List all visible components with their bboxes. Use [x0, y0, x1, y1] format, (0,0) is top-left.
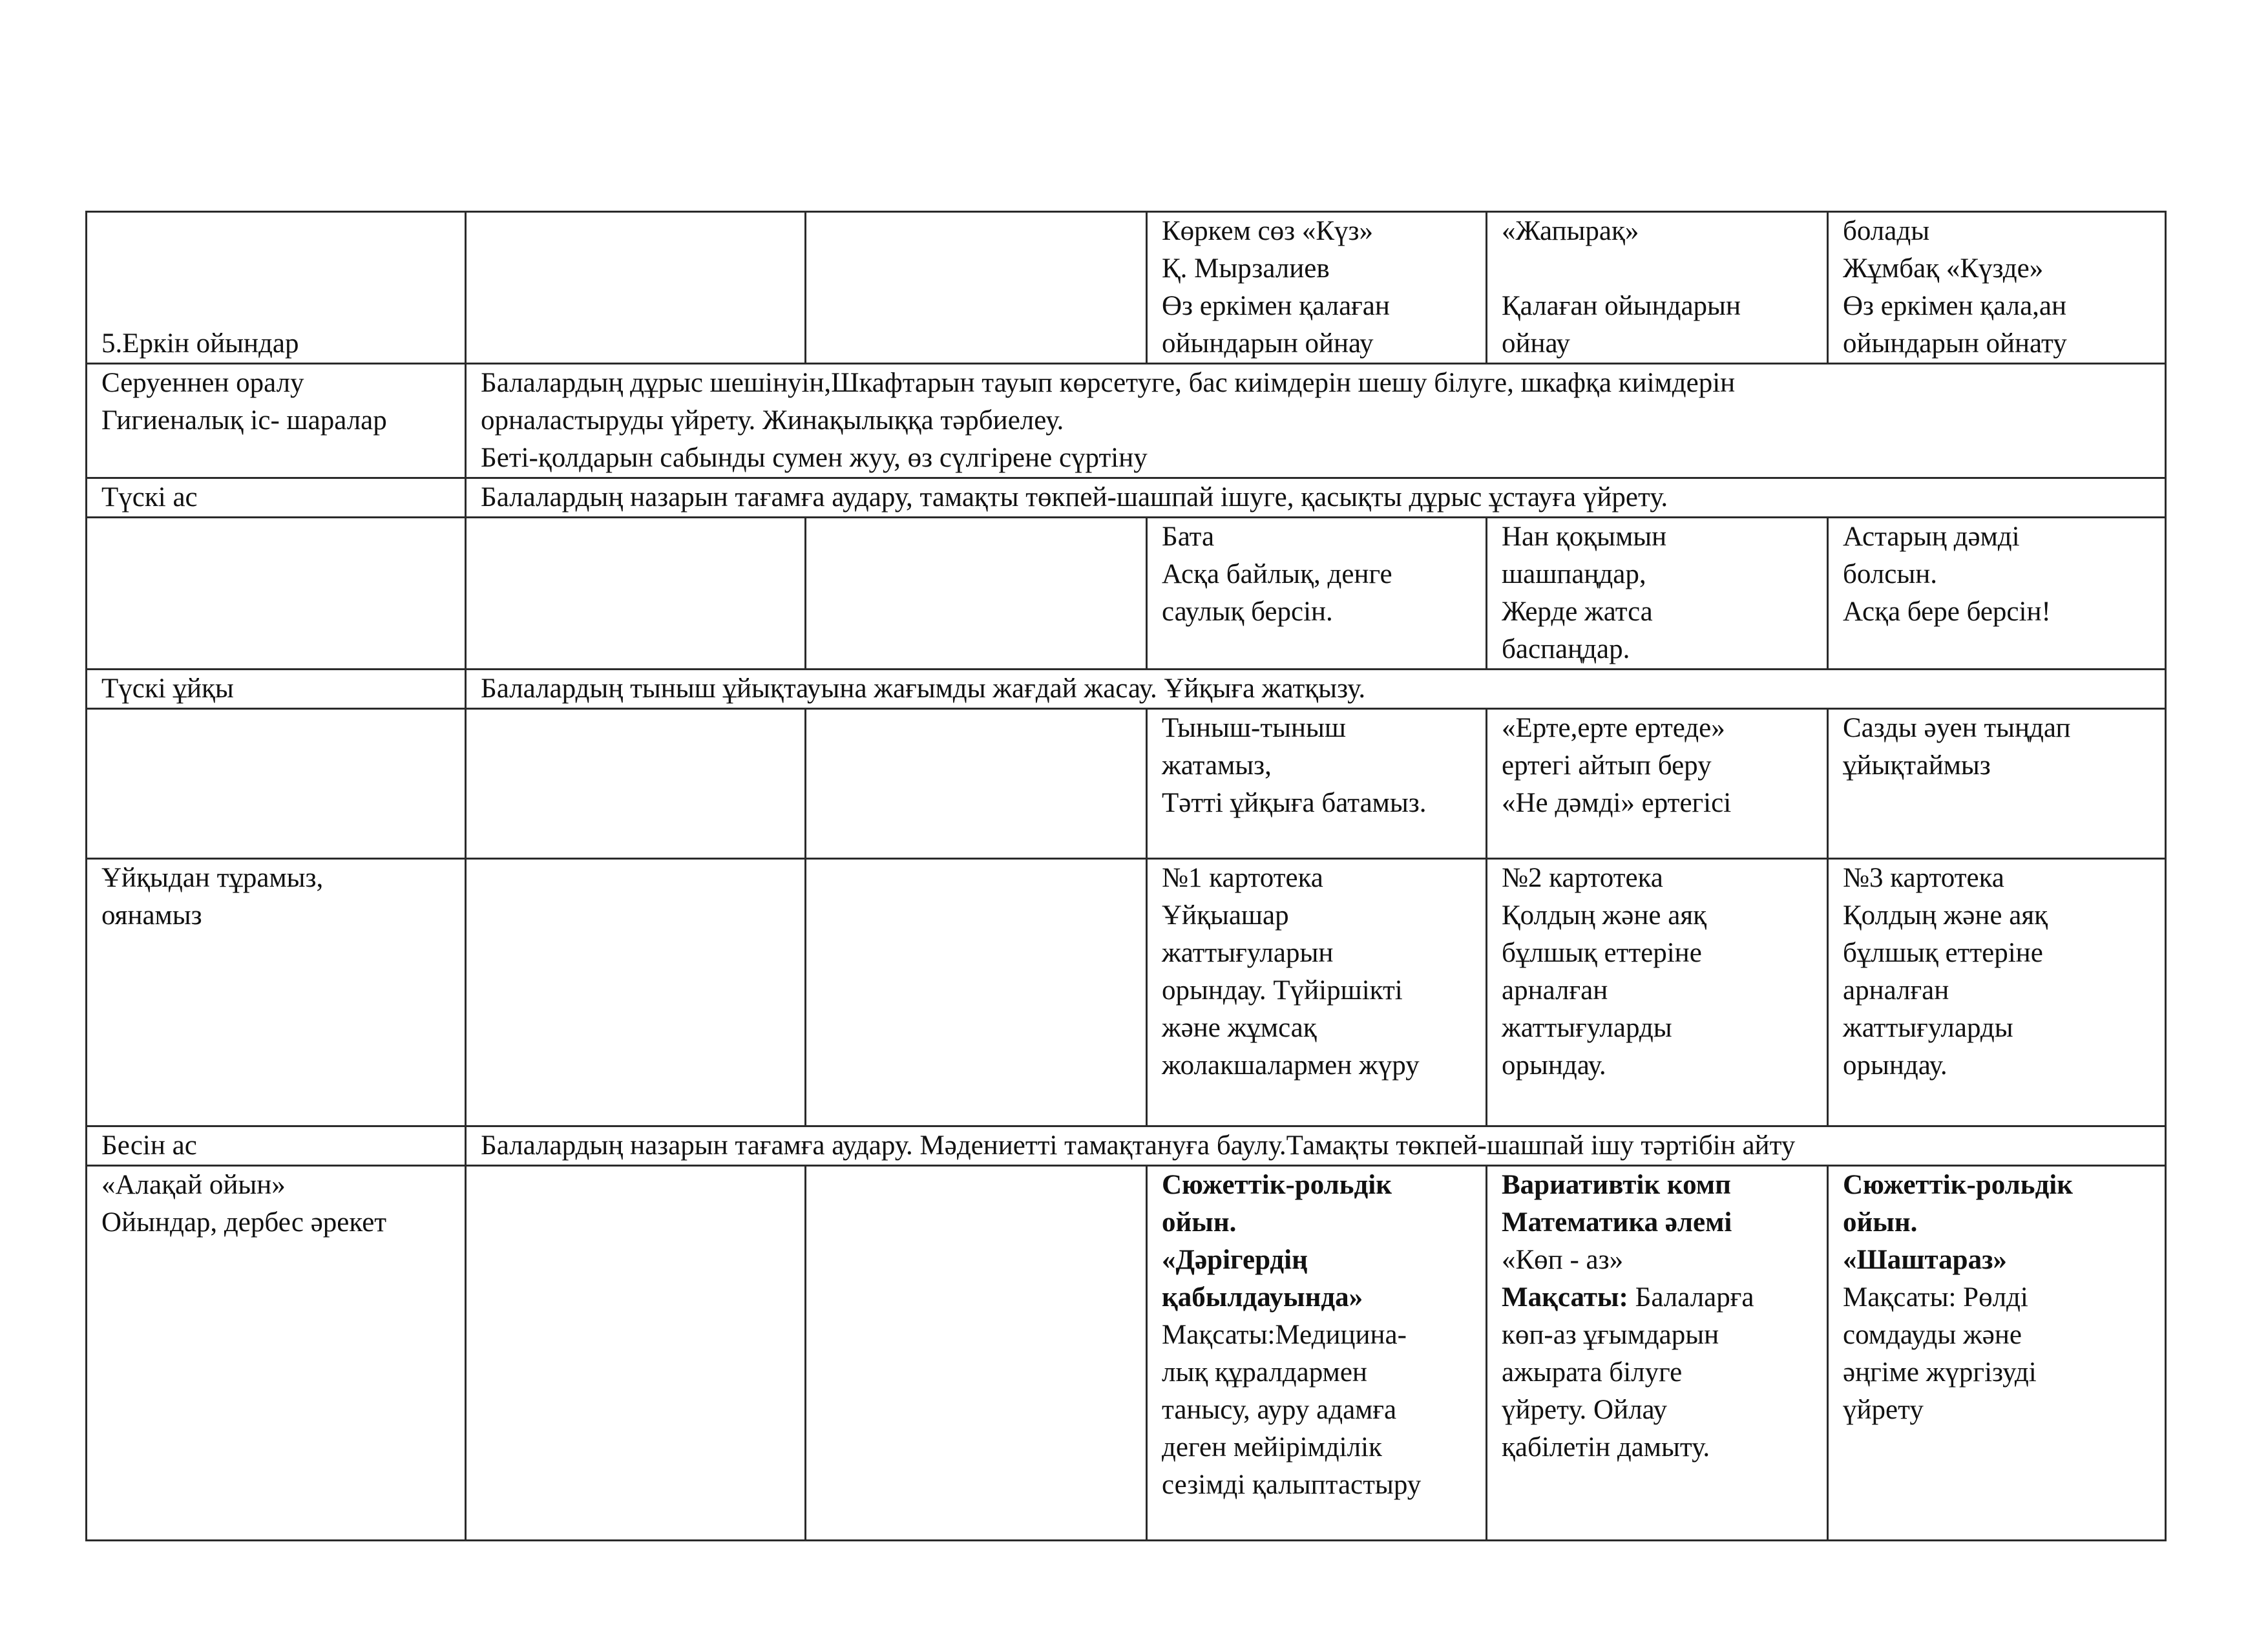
- activity-cell: [1487, 1166, 1828, 1541]
- cell-line: қабілетін дамыту.: [1502, 1432, 1710, 1463]
- cell-line: Жерде жатса: [1502, 597, 1653, 627]
- row-label-cell: [87, 1166, 466, 1541]
- cell-line: үйрету: [1843, 1395, 1924, 1425]
- cell-line: №2 картотека: [1502, 863, 1663, 893]
- table-row: [87, 212, 2166, 364]
- cell-line: Балалардың назарын тағамға аудару. Мәдениетті тамақтануға баулу.Тамақты төкпей-шашпай ішу тәртібін айту: [481, 1130, 1796, 1161]
- empty-cell: [466, 709, 806, 859]
- cell-line: «Жапырақ»: [1502, 216, 1639, 246]
- cell-line: орындау.: [1502, 1050, 1606, 1081]
- cell-line: Қолдың және аяқ: [1843, 900, 2048, 931]
- cell-line: орналастыруды үйрету. Жинақылыққа тәрбиелеу.: [481, 405, 1064, 436]
- cell-line: ажырата білуге: [1502, 1357, 1683, 1388]
- cell-line: Қолдың және аяқ: [1502, 900, 1706, 931]
- cell-line: Көркем сөз «Күз»: [1162, 216, 1374, 246]
- cell-line: үйрету. Ойлау: [1502, 1395, 1667, 1425]
- row-label: Ұйқыдан тұрамыз,: [101, 863, 324, 893]
- cell-line: «Не дәмді» ертегісі: [1502, 788, 1732, 818]
- activity-cell: [1828, 859, 2166, 1126]
- row-label: 5.Еркін ойындар: [101, 328, 299, 359]
- span-cell: [466, 670, 2166, 709]
- activity-cell: [1147, 859, 1487, 1126]
- span-cell: [466, 364, 2166, 478]
- activity-cell: [1828, 1166, 2166, 1541]
- cell-line: Тәтті ұйқыға батамыз.: [1162, 788, 1427, 818]
- cell-line: Тыныш-тыныш: [1162, 713, 1347, 743]
- cell-line: Жұмбақ «Күзде»: [1843, 253, 2044, 284]
- activity-cell: [1487, 212, 1828, 364]
- cell-line: ойнау: [1502, 328, 1570, 359]
- cell-line: сезімді қалыптастыру: [1162, 1470, 1422, 1500]
- cell-line: жолакшалармен жүру: [1162, 1050, 1420, 1081]
- cell-line: Мақсаты: Рөлді: [1843, 1282, 2028, 1313]
- cell-line: «Ерте,ерте ертеде»: [1502, 713, 1725, 743]
- cell-line: ойындарын ойнау: [1162, 328, 1374, 359]
- activity-heading: Сюжеттік-рольдік: [1843, 1170, 2074, 1200]
- activity-cell: [1828, 212, 2166, 364]
- table-row: [87, 709, 2166, 859]
- row-label: Бесін ас: [101, 1130, 197, 1161]
- empty-cell: [466, 212, 806, 364]
- goal-label: Мақсаты:: [1502, 1282, 1628, 1313]
- empty-cell: [806, 709, 1147, 859]
- cell-line: және жұмсақ: [1162, 1013, 1317, 1043]
- cell-line: Сазды әуен тыңдап: [1843, 713, 2071, 743]
- cell-line: [1502, 250, 1812, 288]
- cell-line: Қалаған ойындарын: [1502, 291, 1741, 321]
- cell-line: ертегі айтып беру: [1502, 750, 1712, 781]
- row-label: Гигиеналық іс- шаралар: [101, 405, 387, 436]
- cell-line: сомдауды және: [1843, 1320, 2022, 1350]
- cell-line: Астарың дәмді: [1843, 522, 2020, 552]
- row-label: Серуеннен оралу: [101, 368, 304, 398]
- empty-cell: [466, 859, 806, 1126]
- activity-cell: [1487, 518, 1828, 670]
- row-label-cell: [87, 478, 466, 518]
- row-label-cell: [87, 364, 466, 478]
- empty-cell: [466, 1166, 806, 1541]
- cell-line: жаттығуларды: [1843, 1013, 2013, 1043]
- table-row: [87, 1166, 2166, 1541]
- cell-line: жаттығуларын: [1162, 938, 1334, 968]
- cell-line: Өз еркімен қалаған: [1162, 291, 1390, 321]
- cell-line: шашпаңдар,: [1502, 559, 1646, 589]
- cell-line: бұлшық еттеріне: [1843, 938, 2043, 968]
- cell-line: Балалардың дұрыс шешінуін,Шкафтарын тауып көрсетуге, бас киімдерін шешу білуге, шкафқа киімдерін: [481, 368, 1736, 398]
- cell-line: Асқа байлық, денге: [1162, 559, 1392, 589]
- daily-plan-table: [85, 211, 2167, 1541]
- cell-line: деген мейірімділік: [1162, 1432, 1382, 1463]
- cell-line: әңгіме жүргізуді: [1843, 1357, 2037, 1388]
- activity-heading: «Дәрігердің: [1162, 1245, 1308, 1275]
- span-cell: [466, 1126, 2166, 1166]
- table-row: [87, 670, 2166, 709]
- table-row: [87, 478, 2166, 518]
- row-label: «Алақай ойын»: [101, 1170, 286, 1200]
- activity-heading: Вариативтік комп: [1502, 1170, 1731, 1200]
- cell-line: бұлшық еттеріне: [1502, 938, 1702, 968]
- cell-line: Мақсаты:Медицина-: [1162, 1320, 1407, 1350]
- empty-cell: [806, 212, 1147, 364]
- cell-line: болсын.: [1843, 559, 1938, 589]
- empty-cell: [806, 859, 1147, 1126]
- cell-line: ұйықтаймыз: [1843, 750, 1991, 781]
- cell-line: лық құралдармен: [1162, 1357, 1367, 1388]
- cell-line: арналған: [1502, 975, 1608, 1006]
- activity-heading: ойын.: [1843, 1207, 1918, 1238]
- cell-line: ойындарын ойнату: [1843, 328, 2067, 359]
- table-row: [87, 364, 2166, 478]
- activity-heading: «Шаштараз»: [1843, 1245, 2007, 1275]
- span-cell: [466, 478, 2166, 518]
- activity-heading: қабылдауында»: [1162, 1282, 1363, 1313]
- empty-cell: [466, 518, 806, 670]
- cell-line: Ұйқыашар: [1162, 900, 1289, 931]
- activity-heading: ойын.: [1162, 1207, 1237, 1238]
- cell-line: танысу, ауру адамға: [1162, 1395, 1397, 1425]
- cell-line: Балалардың назарын тағамға аудару, тамақты төкпей-шашпай ішуге, қасықты дұрыс ұстауға үйрету.: [481, 482, 1668, 512]
- row-label: Ойындар, дербес әрекет: [101, 1207, 387, 1238]
- goal-text: Балаларға: [1628, 1282, 1754, 1313]
- row-label: Түскі ұйқы: [101, 673, 234, 704]
- cell-line: саулық берсін.: [1162, 597, 1333, 627]
- row-label-cell: [87, 670, 466, 709]
- activity-cell: [1487, 709, 1828, 859]
- activity-cell: [1147, 1166, 1487, 1541]
- row-label: оянамыз: [101, 900, 202, 931]
- cell-line: Өз еркімен қала,ан: [1843, 291, 2067, 321]
- cell-line: «Көп - аз»: [1502, 1245, 1624, 1275]
- cell-line: Асқа бере берсін!: [1843, 597, 2051, 627]
- empty-cell: [87, 518, 466, 670]
- cell-line: жаттығуларды: [1502, 1013, 1672, 1043]
- cell-line: Беті-қолдарын сабынды сумен жуу, өз сүлгірене сүртіну: [481, 443, 1148, 473]
- table-row: [87, 518, 2166, 670]
- cell-line: баспаңдар.: [1502, 634, 1630, 664]
- cell-line: болады: [1843, 216, 1930, 246]
- row-label-cell: [87, 1126, 466, 1166]
- cell-line: орындау.: [1843, 1050, 1948, 1081]
- empty-cell: [87, 709, 466, 859]
- cell-line: көп-аз ұғымдарын: [1502, 1320, 1719, 1350]
- activity-heading: Сюжеттік-рольдік: [1162, 1170, 1392, 1200]
- cell-line: Қ. Мырзалиев: [1162, 253, 1330, 284]
- cell-line: жатамыз,: [1162, 750, 1272, 781]
- cell-line: №1 картотека: [1162, 863, 1323, 893]
- cell-line: орындау. Түйіршікті: [1162, 975, 1403, 1006]
- row-label-cell: [87, 859, 466, 1126]
- cell-line: Бата: [1162, 522, 1215, 552]
- row-label: Түскі ас: [101, 482, 198, 512]
- cell-line: арналған: [1843, 975, 1949, 1006]
- goal-line: [1502, 1279, 1812, 1316]
- activity-cell: [1487, 859, 1828, 1126]
- empty-cell: [806, 1166, 1147, 1541]
- activity-cell: [1147, 518, 1487, 670]
- activity-cell: [1147, 212, 1487, 364]
- row-label-cell: [87, 212, 466, 364]
- activity-cell: [1828, 709, 2166, 859]
- empty-cell: [806, 518, 1147, 670]
- table-row: [87, 859, 2166, 1126]
- cell-line: Нан қоқымын: [1502, 522, 1667, 552]
- table-row: [87, 1126, 2166, 1166]
- cell-line: Балалардың тыныш ұйықтауына жағымды жағдай жасау. Ұйқыға жатқызу.: [481, 673, 1366, 704]
- cell-line: №3 картотека: [1843, 863, 2004, 893]
- activity-heading: Математика әлемі: [1502, 1207, 1732, 1238]
- activity-cell: [1147, 709, 1487, 859]
- activity-cell: [1828, 518, 2166, 670]
